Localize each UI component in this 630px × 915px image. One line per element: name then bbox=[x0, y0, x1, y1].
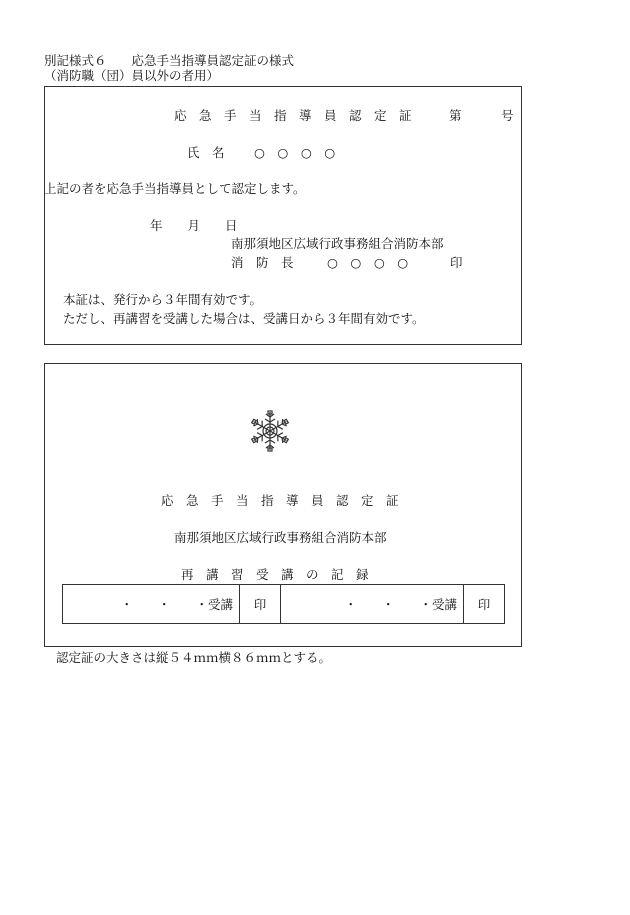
retraining-record-table bbox=[62, 584, 505, 624]
name-value: ○ ○ ○ ○ bbox=[254, 145, 336, 160]
record-date-cell: ・ ・ ・受講 bbox=[63, 585, 240, 624]
record-seal-cell: 印 bbox=[240, 585, 281, 624]
table-row bbox=[63, 585, 505, 624]
name-label: 氏 名 bbox=[187, 145, 225, 160]
issue-date: 年 月 日 bbox=[150, 218, 238, 233]
certification-statement: 上記の者を応急手当指導員として認定します。 bbox=[44, 181, 306, 196]
record-seal-cell: 印 bbox=[464, 585, 505, 624]
validity-note: 本証は、発行から３年間有効です。 bbox=[63, 292, 263, 307]
record-date-cell: ・ ・ ・受講 bbox=[281, 585, 464, 624]
seal-mark: 印 bbox=[450, 255, 463, 270]
retraining-record-title: 再 講 習 受 講 の 記 録 bbox=[181, 567, 369, 582]
certificate-back-issuer: 南那須地区広域行政事務組合消防本部 bbox=[174, 530, 387, 545]
chief-name: ○ ○ ○ ○ bbox=[327, 255, 409, 270]
chief-label: 消 防 長 bbox=[231, 255, 294, 270]
form-subheading: （消防職（団）員以外の者用） bbox=[44, 68, 220, 83]
certificate-number-label: 第 bbox=[449, 108, 462, 123]
size-note: 認定証の大きさは縦５４ｍｍ横８６ｍｍとする。 bbox=[56, 650, 332, 665]
certificate-number-suffix: 号 bbox=[501, 108, 514, 123]
form-heading: 別記様式６ 応急手当指導員認定証の様式 bbox=[44, 53, 295, 68]
validity-exception-note: ただし、再講習を受講した場合は、受講日から３年間有効です。 bbox=[63, 311, 425, 326]
certificate-title: 応 急 手 当 指 導 員 認 定 証 bbox=[174, 108, 412, 123]
snow-crystal-emblem-icon bbox=[248, 409, 292, 453]
issuer-organization: 南那須地区広域行政事務組合消防本部 bbox=[231, 236, 444, 251]
certificate-back-title: 応 急 手 当 指 導 員 認 定 証 bbox=[161, 493, 399, 508]
